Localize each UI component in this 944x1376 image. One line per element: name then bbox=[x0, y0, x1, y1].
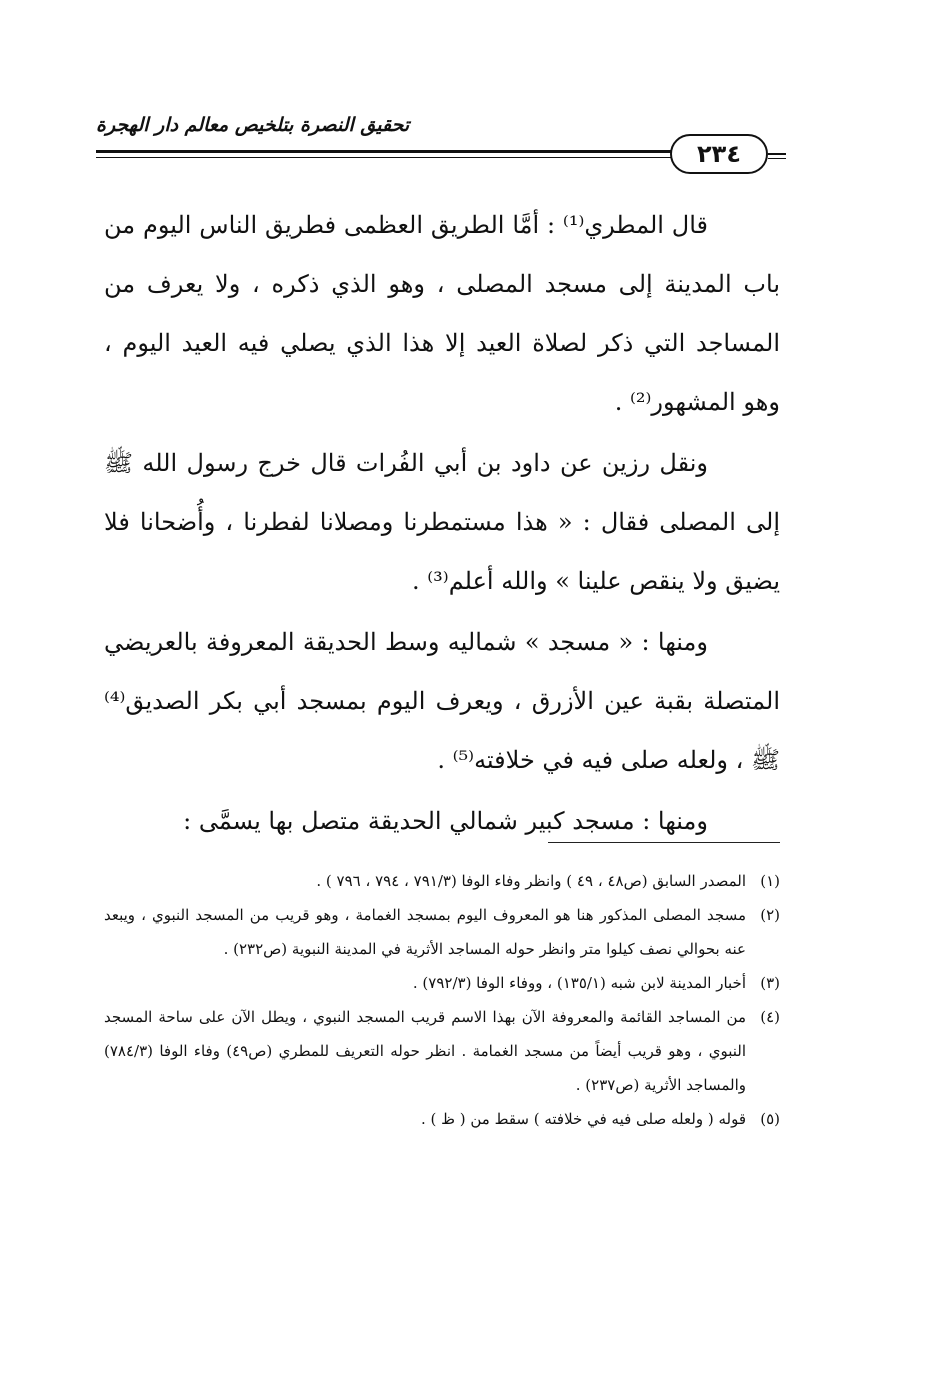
footnote-text: من المساجد القائمة والمعروفة الآن بهذا الاسم قريب المسجد النبوي ، ويطل الآن على ساحة المسجد النبوي ، وهو قريب أيضاً من مسجد الغمامة . انظر حوله التعريف للمطري (ص٤٩) وفاء الوفا (٧٨٤/٣) والمساجد الأثرية (ص٢٣٧) . bbox=[104, 1008, 746, 1094]
footnote bbox=[104, 1102, 780, 1136]
footnote-number: (١) bbox=[760, 872, 780, 890]
footnote bbox=[104, 966, 780, 1000]
paragraph: ونقل رزين عن داود بن أبي الفُرات قال خرج رسول الله ﷺ إلى المصلى فقال : « هذا مستمطرنا ومصلانا لفطرنا ، وأُضحانا فلا يضيق ولا ينقص علينا » والله أعلم⁽³⁾ . bbox=[104, 449, 780, 595]
header-rule-right-thin bbox=[768, 158, 786, 159]
main-text bbox=[104, 196, 780, 851]
footnote-number: (٥) bbox=[760, 1110, 780, 1128]
header-rule-thin bbox=[96, 157, 672, 158]
footnote-divider bbox=[548, 842, 780, 843]
footnote-number: (٣) bbox=[760, 974, 780, 992]
paragraph: قال المطري⁽¹⁾ : أمَّا الطريق العظمى فطريق الناس اليوم من باب المدينة إلى مسجد المصلى ، وهو الذي ذكره ، ولا يعرف من المساجد التي ذكر لصلاة العيد إلا هذا الذي يصلي فيه العيد اليوم ، وهو المشهور⁽²⁾ . bbox=[104, 211, 780, 416]
page-header bbox=[96, 104, 784, 176]
footnote-number: (٤) bbox=[760, 1008, 780, 1026]
header-rule-thick bbox=[96, 150, 672, 153]
footnote-text: المصدر السابق (ص٤٨ ، ٤٩ ) وانظر وفاء الوفا (٧٩١/٣ ، ٧٩٤ ، ٧٩٦ ) . bbox=[316, 872, 746, 890]
running-title: تحقيق النصرة بتلخيص معالم دار الهجرة bbox=[96, 114, 410, 136]
page-number-frame bbox=[670, 134, 768, 174]
footnotes bbox=[104, 864, 780, 1136]
page-number: ٢٣٤ bbox=[697, 140, 741, 168]
footnote-number: (٢) bbox=[760, 906, 780, 924]
paragraph: ومنها : « مسجد » شماليه وسط الحديقة المعروفة بالعريضي المتصلة بقبة عين الأزرق ، ويعرف اليوم بمسجد أبي بكر الصديق⁽⁴⁾ ﷺ ، ولعله صلى فيه في خلافته⁽⁵⁾ . bbox=[104, 628, 780, 774]
header-rule-right bbox=[768, 153, 786, 155]
footnote-text: قوله ( ولعله صلى فيه في خلافته ) سقط من ( ظ ) . bbox=[420, 1110, 746, 1128]
footnote bbox=[104, 1000, 780, 1102]
footnote-text: أخبار المدينة لابن شبه (١٣٥/١) ، ووفاء الوفا (٧٩٢/٣) . bbox=[412, 974, 746, 992]
footnote bbox=[104, 864, 780, 898]
paragraph: ومنها : مسجد كبير شمالي الحديقة متصل بها يسمَّى : bbox=[183, 807, 708, 835]
footnote bbox=[104, 898, 780, 966]
footnote-text: مسجد المصلى المذكور هنا هو المعروف اليوم بمسجد الغمامة ، وهو قريب من المسجد النبوي ، ويبعد عنه بحوالي نصف كيلوا متر وانظر حوله المساجد الأثرية في المدينة النبوية (ص٢٣٢) . bbox=[104, 906, 746, 958]
